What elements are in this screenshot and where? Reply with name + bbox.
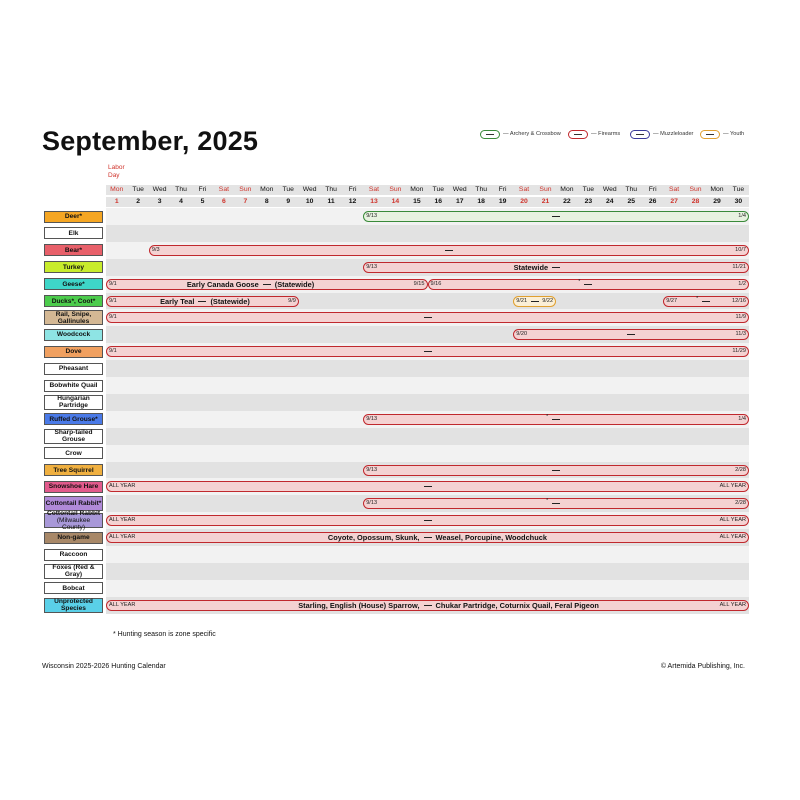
species-name: Ducks*, Coot* [51, 297, 96, 305]
species-name: Elk [68, 229, 79, 237]
weekday-cell: Sun [539, 186, 552, 193]
weekday-cell: Fri [198, 186, 207, 193]
species-label [44, 244, 103, 256]
season-close-date: ALL YEAR [719, 517, 746, 524]
firearm-icon [424, 537, 432, 538]
season-close-date: ALL YEAR [719, 483, 746, 490]
species-label [44, 532, 103, 544]
date-cell: 15 [413, 198, 421, 205]
legend-label: — Archery & Crossbow [503, 131, 561, 137]
date-cell: 29 [713, 198, 721, 205]
season-close-date: 2/28 [735, 466, 746, 473]
weekday-cell: Thu [625, 186, 638, 193]
weekday-cell: Mon [110, 186, 124, 193]
labor-day-label: Labor Day [108, 164, 125, 179]
season-open-date: 9/13 [366, 263, 378, 270]
firearm-icon [552, 503, 560, 504]
season-close-date: 9/22 [542, 297, 554, 304]
season-open-date: 9/21 [516, 297, 528, 304]
species-label [44, 346, 103, 358]
season-close-date: 11/21 [732, 263, 746, 270]
species-name: Snowshoe Hare [48, 483, 99, 491]
season-close-date: 1/2 [738, 280, 746, 287]
weekday-cell: Mon [710, 186, 724, 193]
legend-swatch-icon [630, 130, 650, 139]
weekday-cell: Mon [260, 186, 274, 193]
legend-item [630, 129, 693, 139]
season-open-date: ALL YEAR [109, 601, 136, 608]
season-name-suffix: Weasel, Porcupine, Woodchuck [435, 533, 547, 543]
weekday-cell: Tue [732, 186, 745, 193]
weekday-cell: Fri [348, 186, 357, 193]
weekday-cell: Sun [689, 186, 702, 193]
season-open-date: 9/1 [109, 280, 117, 287]
species-name: Sharp-tailed Grouse [54, 429, 93, 444]
species-label [44, 582, 103, 594]
date-cell: 16 [434, 198, 443, 205]
weekday-cell: Wed [452, 186, 467, 193]
firearm-icon [424, 520, 432, 521]
zone-specific-star: * [546, 498, 549, 505]
species-label [44, 211, 103, 223]
species-name: Hungarian Partridge [57, 395, 90, 410]
footer-left: Wisconsin 2025-2026 Hunting Calendar [42, 663, 166, 670]
firearm-icon [198, 301, 206, 302]
species-name: Bobwhite Quail [49, 382, 98, 389]
date-cell: 7 [243, 198, 248, 205]
species-name: Dove [65, 348, 82, 356]
weekday-cell: Tue [282, 186, 294, 193]
season-name: Early Canada Goose [186, 279, 259, 289]
weekday-cell: Thu [475, 186, 488, 193]
season-close-date: 9/15 [413, 280, 425, 287]
date-cell: 17 [455, 198, 464, 205]
date-cell: 28 [691, 198, 700, 205]
legend-item [480, 129, 561, 139]
species-sublabel: (Milwaukee County) [56, 517, 91, 532]
calendar-row [106, 428, 749, 445]
season-open-date: ALL YEAR [109, 534, 136, 541]
species-name: Bear* [64, 246, 83, 254]
season-close-date: 1/4 [738, 415, 746, 422]
weekday-cell: Wed [602, 186, 617, 193]
weekday-cell: Fri [498, 186, 507, 193]
weekday-cell: Thu [325, 186, 337, 193]
species-label [44, 395, 103, 410]
date-cell: 3 [157, 198, 162, 205]
date-cell: 27 [670, 198, 678, 205]
season-close-date: 11/29 [732, 348, 746, 355]
species-name: Cottontail Rabbit* [45, 500, 102, 508]
date-cell: 6 [222, 198, 226, 205]
weekday-cell: Wed [302, 186, 317, 193]
season-open-date: 9/1 [109, 348, 117, 355]
season-name: Coyote, Opossum, Skunk, [327, 533, 420, 543]
legend-label: — Muzzleloader [653, 131, 694, 137]
firearm-icon [552, 419, 560, 420]
season-name-suffix: (Statewide) [274, 279, 315, 289]
weekday-cell: Tue [432, 186, 445, 193]
date-cell: 13 [370, 198, 378, 205]
firearm-icon [552, 267, 560, 268]
page-title: September, 2025 [42, 126, 259, 156]
date-cell: 30 [734, 198, 743, 205]
season-close-date: 1/4 [738, 213, 746, 219]
date-cell: 22 [563, 198, 571, 205]
species-label [44, 429, 103, 444]
legend-label: — Firearms [591, 131, 621, 137]
weekday-cell: Sat [218, 186, 229, 193]
firearm-icon [702, 301, 710, 302]
season-name: Early Teal [160, 296, 195, 306]
species-label [44, 510, 103, 532]
species-name: Cottontail Rabbit [46, 510, 101, 518]
season-close-date: 11/9 [735, 314, 746, 321]
date-cell: 14 [391, 198, 400, 205]
species-name: Turkey [62, 263, 85, 271]
species-name: Bobcat [62, 584, 85, 592]
species-label [44, 329, 103, 341]
legend-swatch-icon [700, 130, 720, 139]
species-name: Non-game [57, 534, 90, 542]
firearm-icon [552, 216, 560, 217]
legend-item [568, 129, 620, 139]
date-cell: 24 [606, 198, 614, 205]
date-cell: 26 [648, 198, 657, 205]
species-label [44, 261, 103, 273]
season-close-date: 12/16 [732, 297, 746, 304]
season-close-date: 11/3 [735, 331, 746, 338]
weekday-cell: Tue [582, 186, 595, 193]
footnote: * Hunting season is zone specific [113, 631, 216, 638]
date-cell: 18 [477, 198, 485, 205]
date-cell: 21 [541, 198, 550, 205]
season-name: Starling, English (House) Sparrow, [298, 600, 420, 610]
weekday-cell: Sat [518, 186, 530, 193]
season-open-date: 9/13 [366, 500, 378, 507]
species-name: Foxes (Red & Gray) [52, 564, 95, 579]
season-name-suffix: (Statewide) [210, 296, 250, 306]
species-label [44, 227, 103, 239]
firearm-icon [424, 317, 432, 318]
firearm-icon [584, 284, 592, 285]
weekday-cell: Sun [239, 186, 252, 193]
season-open-date: 9/3 [151, 246, 160, 253]
species-label [44, 380, 103, 392]
date-cell: 1 [114, 198, 119, 205]
weekday-cell: Mon [410, 186, 424, 193]
weekday-cell: Wed [152, 186, 167, 193]
weekday-cell: Sat [368, 186, 380, 193]
season-open-date: 9/13 [366, 466, 378, 473]
season-open-date: 9/13 [366, 415, 378, 422]
legend-swatch-icon [568, 130, 588, 139]
species-label [44, 481, 103, 493]
species-label [44, 310, 103, 325]
date-cell: 19 [498, 198, 507, 205]
calendar-row [106, 377, 749, 394]
firearm-icon [445, 250, 453, 251]
date-cell: 23 [584, 198, 593, 205]
species-label [44, 363, 103, 375]
legend-item [700, 129, 744, 139]
date-cell: 25 [627, 198, 635, 205]
date-cell: 12 [348, 198, 357, 205]
firearm-icon [531, 301, 539, 302]
legend-label: — Youth [723, 131, 745, 137]
species-label [44, 496, 103, 511]
firearm-icon [552, 470, 560, 471]
date-cell: 20 [520, 198, 528, 205]
season-close-date: 10/7 [735, 246, 746, 253]
firearm-icon [424, 605, 432, 606]
species-name: Ruffed Grouse* [49, 415, 98, 423]
species-label [44, 295, 103, 307]
species-name: Rail, Snipe, Gallinules [55, 310, 92, 325]
calendar-row [106, 580, 749, 597]
season-open-date: 9/13 [366, 213, 378, 219]
date-cell: 8 [264, 198, 269, 205]
season-open-date: 9/16 [430, 280, 442, 287]
season-open-date: ALL YEAR [109, 483, 136, 490]
firearm-icon [424, 351, 432, 352]
species-name: Crow [65, 449, 82, 457]
footer-right: © Artemida Publishing, Inc. [660, 663, 745, 670]
weekday-cell: Fri [648, 186, 657, 193]
species-label [44, 549, 103, 561]
calendar-row [106, 225, 749, 242]
firearm-icon [424, 486, 432, 487]
species-name: Deer* [64, 213, 83, 220]
weekday-cell: Sat [668, 186, 680, 193]
season-open-date: 9/27 [666, 297, 678, 304]
season-open-date: 9/20 [516, 331, 528, 338]
firearm-icon [627, 334, 635, 335]
weekday-cell: Thu [175, 186, 187, 193]
date-cell: 10 [305, 198, 314, 205]
species-label [44, 447, 103, 459]
season-close-date: 9/9 [288, 297, 296, 304]
species-label [44, 413, 103, 425]
species-name: Tree Squirrel [53, 466, 94, 474]
date-cell: 11 [327, 198, 335, 205]
calendar-row [106, 546, 749, 563]
calendar-row [106, 445, 749, 462]
species-name: Raccoon [59, 551, 88, 558]
species-label [44, 278, 103, 290]
weekday-cell: Sun [389, 186, 402, 193]
season-open-date: 9/1 [109, 314, 117, 321]
weekday-cell: Tue [132, 186, 144, 193]
season-name: Statewide [513, 262, 549, 272]
season-open-date: ALL YEAR [109, 517, 136, 524]
date-header [106, 197, 749, 207]
species-name: Pheasant [58, 365, 89, 373]
season-open-date: 9/1 [109, 297, 117, 304]
species-label [44, 564, 103, 579]
date-cell: 2 [136, 198, 141, 205]
date-cell: 9 [286, 198, 291, 205]
species-name: Unprotected Species [54, 598, 93, 613]
firearm-icon [263, 284, 271, 285]
weekday-header [106, 185, 749, 195]
calendar-row [106, 360, 749, 377]
species-label [44, 598, 103, 613]
season-close-date: 2/28 [735, 500, 746, 507]
legend-swatch-icon [480, 130, 500, 139]
zone-specific-star: * [546, 413, 549, 420]
zone-specific-star: * [578, 278, 581, 285]
date-cell: 4 [179, 198, 183, 205]
season-close-date: ALL YEAR [719, 601, 746, 608]
calendar-row [106, 394, 749, 411]
species-name: Geese* [62, 280, 85, 288]
calendar-row [106, 563, 749, 580]
season-name-suffix: Chukar Partridge, Coturnix Quail, Feral Pigeon [435, 600, 599, 610]
zone-specific-star: * [696, 295, 699, 302]
date-cell: 5 [200, 198, 205, 205]
weekday-cell: Mon [560, 186, 574, 193]
season-close-date: ALL YEAR [719, 534, 746, 541]
species-name: Woodcock [56, 331, 91, 339]
species-label [44, 464, 103, 476]
